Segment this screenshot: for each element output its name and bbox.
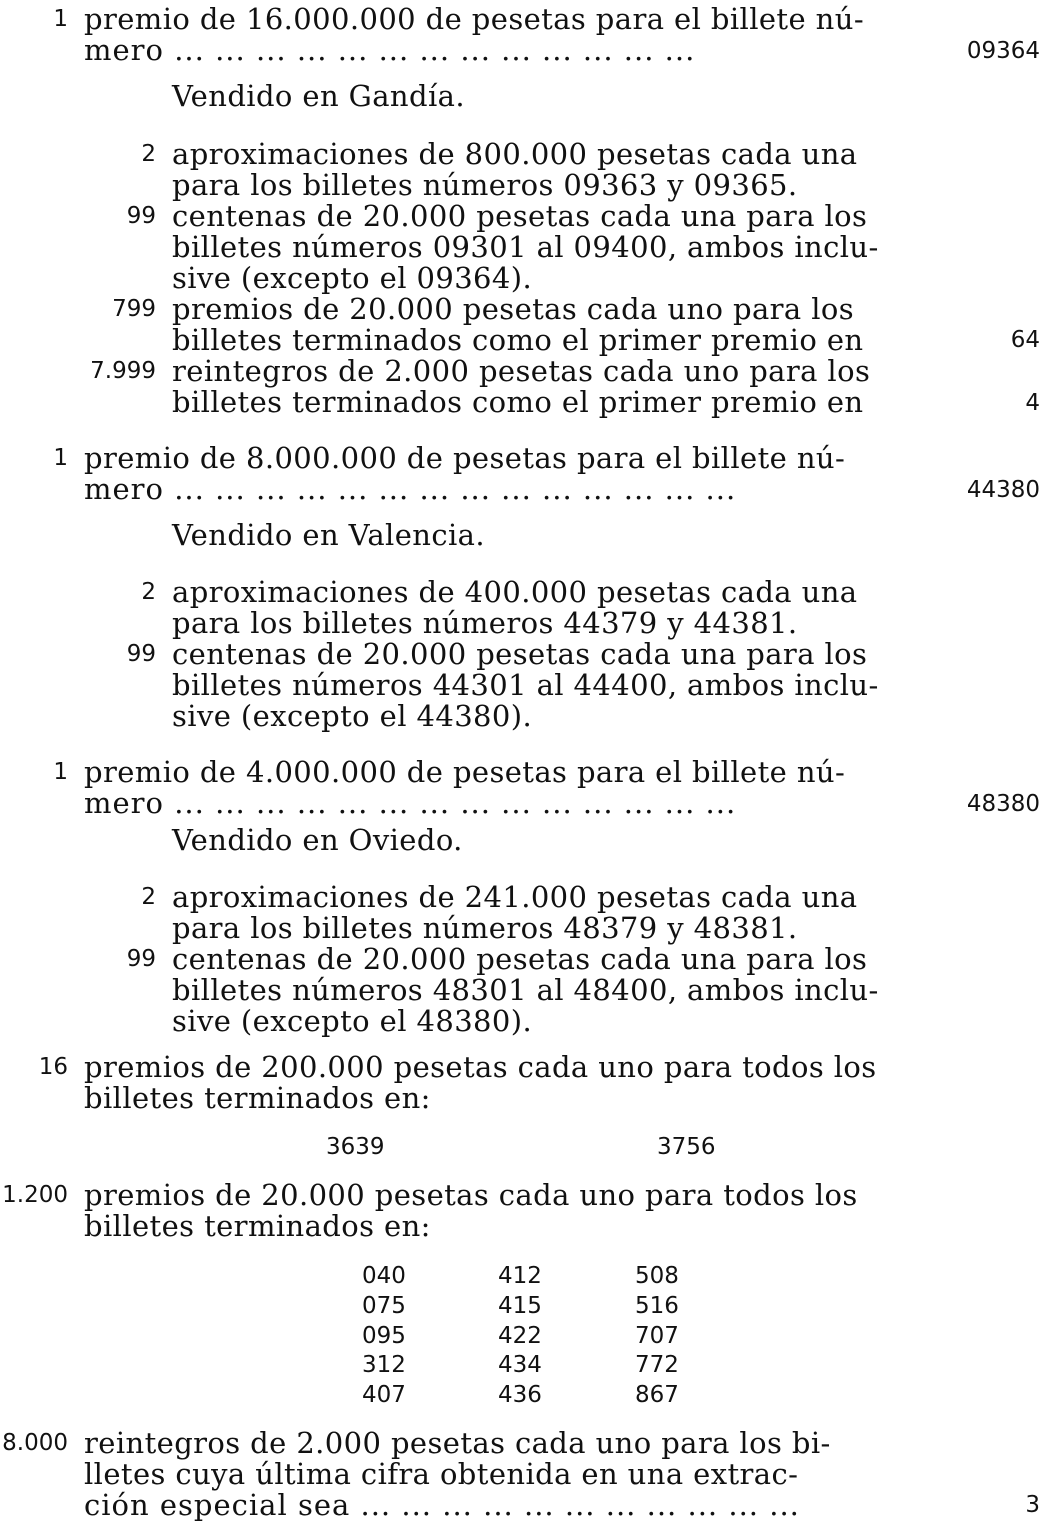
prize-count: 16 [38, 1054, 68, 1080]
table-cell: 434 [498, 1352, 542, 1378]
winning-ending: 64 [1010, 327, 1040, 353]
ending-number: 3639 [326, 1134, 385, 1160]
sub-prize-line: reintegros de 2.000 pesetas cada uno para los [172, 354, 871, 388]
sub-prize-line: aproximaciones de 400.000 pesetas cada una [172, 575, 858, 609]
sub-prize-line: premios de 20.000 pesetas cada uno para los [172, 292, 855, 326]
table-cell: 867 [635, 1382, 679, 1408]
prize-count: 1.200 [2, 1182, 68, 1208]
table-cell: 040 [362, 1263, 406, 1289]
sub-prize-line: para los billetes números 44379 y 44381. [172, 606, 798, 640]
winning-number: 44380 [966, 477, 1040, 503]
sub-prize-line: billetes números 44301 al 44400, ambos inclu- [172, 668, 879, 702]
table-cell: 415 [498, 1293, 542, 1319]
ending-number: 3756 [657, 1134, 716, 1160]
sub-prize-line: para los billetes números 48379 y 48381. [172, 911, 798, 945]
winning-number: 09364 [966, 38, 1040, 64]
prize-count: 8.000 [2, 1430, 68, 1456]
sub-prize-line: sive (excepto el 09364). [172, 261, 533, 295]
prize-text-line: mero ... ... ... ... ... ... ... ... ... ... ... ... ... [84, 33, 696, 67]
prize-count: 1 [53, 6, 68, 32]
prize-text-line: premio de 4.000.000 de pesetas para el billete nú- [84, 755, 846, 789]
table-cell: 095 [362, 1323, 406, 1349]
sub-prize-line: aproximaciones de 800.000 pesetas cada una [172, 137, 858, 171]
winning-number: 48380 [966, 791, 1040, 817]
sub-prize-count: 99 [126, 946, 156, 972]
prize-text-line: ción especial sea ... ... ... ... ... ... ... ... ... ... ... [84, 1488, 800, 1522]
prize-text-line: lletes cuya última cifra obtenida en una extrac- [84, 1457, 799, 1491]
sub-prize-line: sive (excepto el 44380). [172, 699, 533, 733]
sub-prize-line: centenas de 20.000 pesetas cada una para los [172, 942, 868, 976]
table-cell: 422 [498, 1323, 542, 1349]
sub-prize-line: centenas de 20.000 pesetas cada una para los [172, 199, 868, 233]
sub-prize-line: aproximaciones de 241.000 pesetas cada una [172, 880, 858, 914]
prize-text-line: mero ... ... ... ... ... ... ... ... ... ... ... ... ... ... [84, 786, 737, 820]
sub-prize-count: 99 [126, 641, 156, 667]
sold-location: Vendido en Valencia. [172, 518, 485, 552]
prize-text-line: mero ... ... ... ... ... ... ... ... ... ... ... ... ... ... [84, 472, 737, 506]
prize-text-line: premios de 20.000 pesetas cada uno para todos los [84, 1178, 858, 1212]
prize-text-line: premio de 16.000.000 de pesetas para el billete nú- [84, 2, 865, 36]
winning-ending: 4 [1025, 390, 1040, 416]
sub-prize-count: 2 [141, 141, 156, 167]
table-cell: 436 [498, 1382, 542, 1408]
table-cell: 412 [498, 1263, 542, 1289]
sold-location: Vendido en Oviedo. [172, 823, 463, 857]
table-cell: 772 [635, 1352, 679, 1378]
prize-text-line: billetes terminados en: [84, 1209, 431, 1243]
sold-location: Vendido en Gandía. [172, 79, 465, 113]
prize-count: 1 [53, 445, 68, 471]
sub-prize-line: sive (excepto el 48380). [172, 1004, 533, 1038]
table-cell: 707 [635, 1323, 679, 1349]
sub-prize-count: 2 [141, 579, 156, 605]
prize-text-line: billetes terminados en: [84, 1081, 431, 1115]
sub-prize-count: 799 [112, 296, 156, 322]
prize-text-line: reintegros de 2.000 pesetas cada uno para los bi- [84, 1426, 831, 1460]
winning-ending: 3 [1025, 1492, 1040, 1518]
sub-prize-count: 2 [141, 884, 156, 910]
sub-prize-line: centenas de 20.000 pesetas cada una para los [172, 637, 868, 671]
prize-text-line: premio de 8.000.000 de pesetas para el billete nú- [84, 441, 846, 475]
table-cell: 075 [362, 1293, 406, 1319]
prize-count: 1 [53, 759, 68, 785]
table-cell: 516 [635, 1293, 679, 1319]
prize-text-line: premios de 200.000 pesetas cada uno para todos los [84, 1050, 877, 1084]
sub-prize-line: billetes números 09301 al 09400, ambos inclu- [172, 230, 879, 264]
sub-prize-line: para los billetes números 09363 y 09365. [172, 168, 798, 202]
sub-prize-count: 99 [126, 203, 156, 229]
sub-prize-line: billetes terminados como el primer premio en [172, 323, 864, 357]
table-cell: 407 [362, 1382, 406, 1408]
sub-prize-line: billetes terminados como el primer premio en [172, 385, 864, 419]
sub-prize-count: 7.999 [90, 358, 156, 384]
table-cell: 508 [635, 1263, 679, 1289]
table-cell: 312 [362, 1352, 406, 1378]
sub-prize-line: billetes números 48301 al 48400, ambos inclu- [172, 973, 879, 1007]
